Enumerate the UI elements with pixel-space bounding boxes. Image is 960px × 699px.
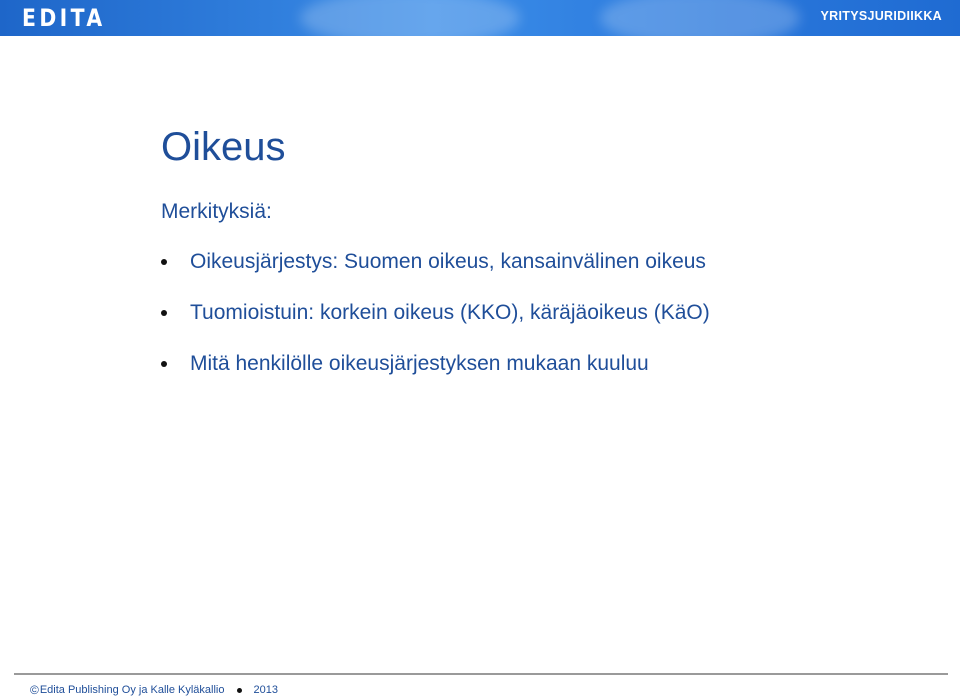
- header-highlight: [300, 0, 520, 36]
- bullet-text: Tuomioistuin: korkein oikeus (KKO), käräjäoikeus (KäO): [190, 301, 710, 324]
- footer-year: 2013: [253, 684, 278, 696]
- copyright-icon: ©: [30, 683, 39, 697]
- bullet-item: [161, 249, 706, 300]
- bullet-dot-icon: [161, 361, 167, 367]
- footer: [30, 683, 278, 697]
- header-highlight: [600, 0, 800, 36]
- bullet-dot-icon: [161, 310, 167, 316]
- separator-dot-icon: [237, 688, 242, 693]
- bullet-text: Mitä henkilölle oikeusjärjestyksen mukaan kuuluu: [190, 352, 649, 375]
- slide-subtitle: Merkityksiä:: [161, 200, 272, 223]
- header-bar: [0, 0, 960, 36]
- bullet-dot-icon: [161, 259, 167, 265]
- bullet-item: [161, 351, 649, 402]
- bullet-item: [161, 300, 710, 351]
- bullet-list: [161, 249, 710, 402]
- bullet-text: Oikeusjärjestys: Suomen oikeus, kansainvälinen oikeus: [190, 250, 706, 273]
- slide-title: Oikeus: [161, 125, 286, 169]
- edita-logo: EDITA: [22, 4, 106, 32]
- brand-label: YRITYSJURIDIIKKA: [820, 9, 942, 23]
- footer-divider: [14, 673, 948, 675]
- footer-publisher: Edita Publishing Oy ja Kalle Kyläkallio: [39, 684, 225, 696]
